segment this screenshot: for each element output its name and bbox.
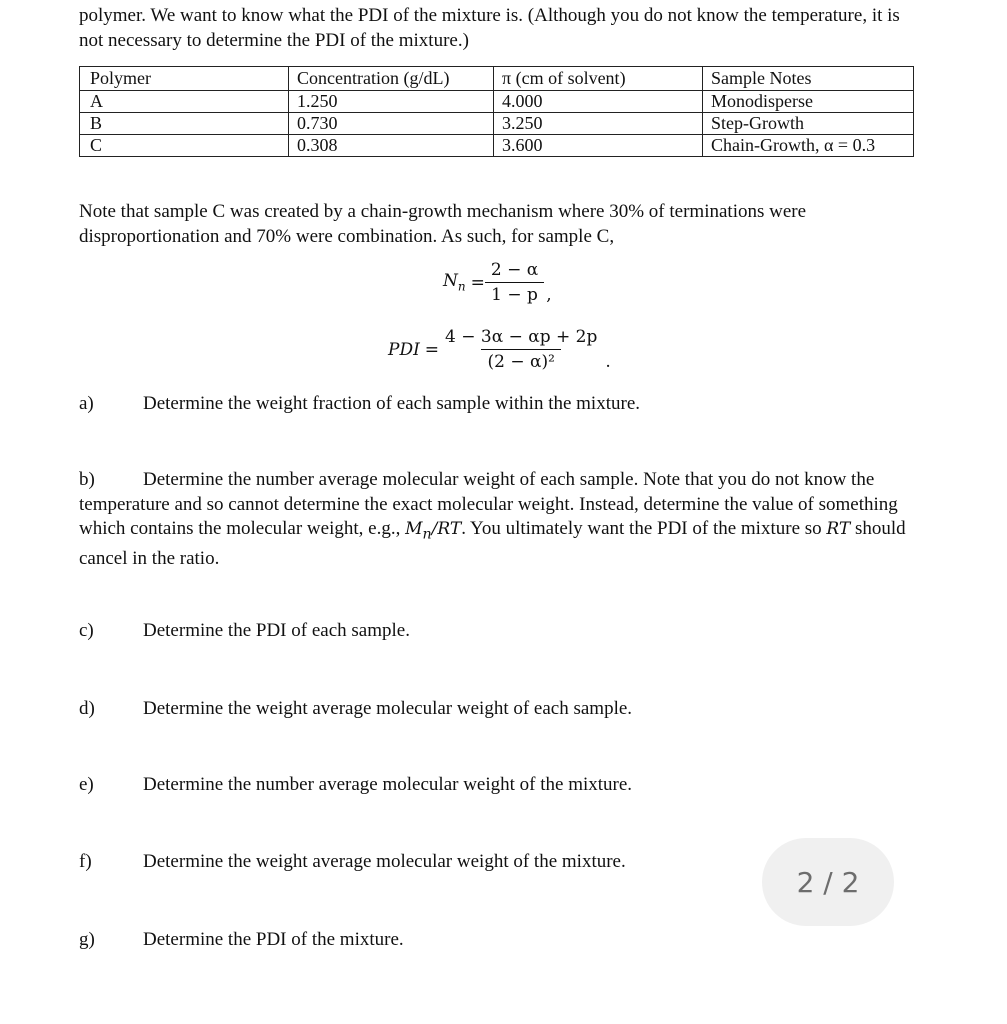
cell-osmotic-pressure: 3.600 <box>494 135 703 157</box>
header-sample-notes: Sample Notes <box>703 67 914 91</box>
question-text-part: should cancel in the ratio. <box>79 518 906 569</box>
question-text: Determine the weight average molecular weight of each sample. <box>143 698 633 719</box>
question-text: Determine the PDI of the mixture. <box>143 929 404 950</box>
equation-nn <box>443 260 552 305</box>
header-concentration: Concentration (g/dL) <box>289 67 494 91</box>
question-label: a) <box>79 393 94 414</box>
inline-math-mn-rt: $M_n/RT$ <box>405 519 462 543</box>
equation-nn-equals: = <box>470 272 485 293</box>
equation-nn-lhs: $N_n$ <box>443 271 466 294</box>
equation-pdi-numerator: 4 − 3α − αp + 2p <box>445 327 598 347</box>
cell-sample-notes: Chain-Growth, α = 0.3 <box>703 135 914 157</box>
question-label: f) <box>79 851 92 872</box>
question-label: d) <box>79 698 95 719</box>
equation-nn-tail: , <box>546 285 552 305</box>
table-row <box>80 113 914 135</box>
inline-math-rt: RT <box>826 519 851 539</box>
question-text-part: . You ultimately want the PDI of the mixture so <box>461 518 827 539</box>
cell-polymer: C <box>80 135 289 157</box>
cell-osmotic-pressure: 4.000 <box>494 91 703 113</box>
question-text: Determine the weight fraction of each sample within the mixture. <box>143 393 640 414</box>
cell-sample-notes: Monodisperse <box>703 91 914 113</box>
equation-pdi-denominator: (2 − α)² <box>481 349 560 372</box>
equation-pdi-fraction <box>439 327 603 372</box>
cell-osmotic-pressure: 3.250 <box>494 113 703 135</box>
note-paragraph: Note that sample C was created by a chain-growth mechanism where 30% of terminations were disproportionation and 70% were combination. As such, for sample C, <box>79 201 807 247</box>
table-header-row <box>80 67 914 91</box>
polymer-table <box>79 66 914 157</box>
cell-concentration: 0.730 <box>289 113 494 135</box>
header-polymer: Polymer <box>80 67 289 91</box>
cell-concentration: 0.308 <box>289 135 494 157</box>
equation-nn-numerator: 2 − α <box>490 260 539 280</box>
intro-paragraph: polymer. We want to know what the PDI of the mixture is. (Although you do not know the temperature, it is not necessary to determine the PDI of the mixture.) <box>79 5 900 51</box>
cell-concentration: 1.250 <box>289 91 494 113</box>
equation-nn-fraction <box>485 260 544 305</box>
equation-nn-denominator: 1 − p <box>485 282 544 305</box>
question-text: Determine the number average molecular weight of the mixture. <box>143 774 633 795</box>
equation-pdi-equals: = <box>424 339 440 360</box>
cell-sample-notes: Step-Growth <box>703 113 914 135</box>
table-row <box>80 91 914 113</box>
question-label: b) <box>79 469 95 490</box>
page-indicator[interactable]: 2 / 2 <box>762 838 894 926</box>
equation-pdi-lhs: PDI <box>388 339 420 360</box>
cell-polymer: B <box>80 113 289 135</box>
equation-pdi <box>388 327 611 372</box>
equation-pdi-tail: . <box>605 352 611 372</box>
question-text-part: Determine the number average molecular weight of each sample. Note that you do not know the temperature and so cannot determine the exact molecular weight. Instead, determine the value of something which contains the molecular weight, e.g., <box>79 469 898 539</box>
question-text: Determine the weight average molecular weight of the mixture. <box>143 851 626 872</box>
cell-polymer: A <box>80 91 289 113</box>
question-label: g) <box>79 929 95 950</box>
header-osmotic-pressure: π (cm of solvent) <box>494 67 703 91</box>
table-row <box>80 135 914 157</box>
question-text: Determine the PDI of each sample. <box>143 620 410 641</box>
question-label: e) <box>79 774 94 795</box>
question-b <box>79 468 919 571</box>
question-label: c) <box>79 620 94 641</box>
